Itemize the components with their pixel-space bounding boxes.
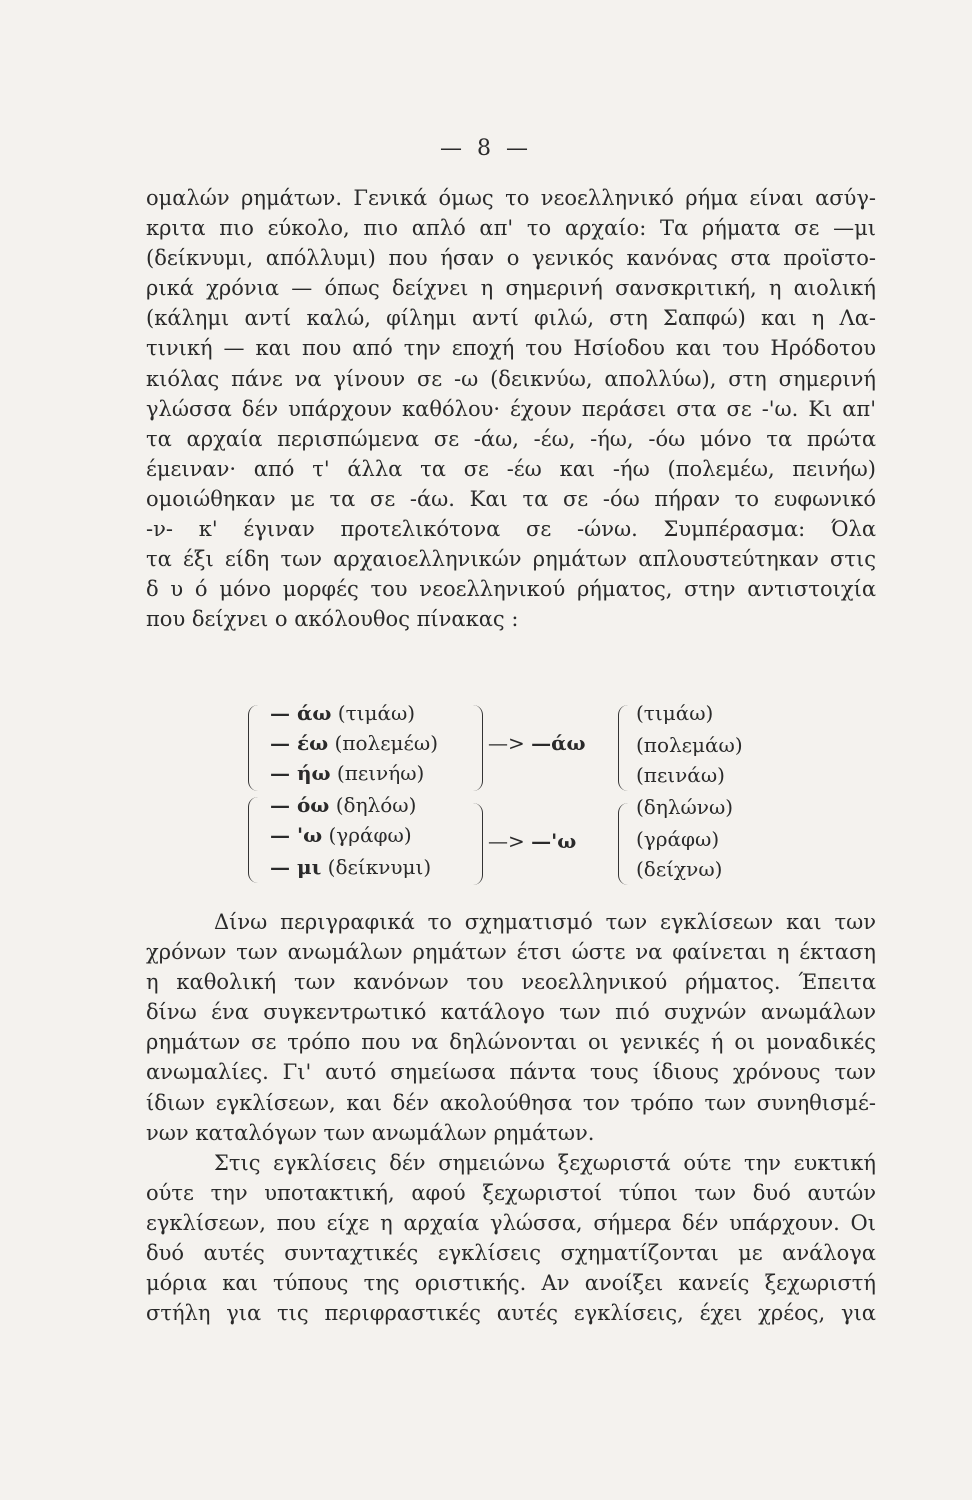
arrow-icon: —> xyxy=(488,731,525,755)
paragraph-2 xyxy=(146,907,876,1328)
right-form: (πεινάω) xyxy=(636,763,725,787)
text-line: ανωμαλίες. Γι' αυτό σημείωσα πάντα τους ίδιους χρόνους των xyxy=(146,1060,876,1085)
page-number: — 8 — xyxy=(440,136,532,161)
text-line: νων καταλόγων των ανωμάλων ρημάτων. xyxy=(146,1120,595,1145)
text-line: γλώσσα δέν υπάρχουν καθόλου· έχουν περάσει στα σε -'ω. Κι απ' xyxy=(146,396,876,421)
right-form: (δηλώνω) xyxy=(636,795,734,819)
right-form: (δείχνω) xyxy=(636,857,723,881)
text-line: που δείχνει ο ακόλουθος πίνακας : xyxy=(146,607,519,632)
text-line: δίνω ένα συγκεντρωτικό κατάλογο των πιό συχνών ανωμάλων xyxy=(146,1000,876,1025)
text-line: εγκλίσεων, που είχε η αρχαία γλώσσα, σήμερα δέν υπάρχουν. Οι xyxy=(146,1210,876,1235)
arrow-group-bottom: —> —'ω xyxy=(488,829,577,853)
text-line: έμειναν· από τ' άλλα τα σε -έω και -ήω (πολεμέω, πεινήω) xyxy=(146,456,876,481)
left-brace-top xyxy=(248,705,259,791)
text-line: Δίνω περιγραφικά το σχηματισμό των εγκλίσεων και των xyxy=(214,910,876,934)
right-brace-bottom xyxy=(618,803,629,885)
table-row: — άω (τιμάω) xyxy=(270,701,416,725)
text-line: -ν- κ' έγιναν προτελικότονα σε -ώνω. Συμπέρασμα: Όλα xyxy=(146,517,876,542)
table-row: — 'ω (γράφω) xyxy=(270,823,412,847)
text-line: κιόλας πάνε να γίνουν σε -ω (δεικνύω, απολλύω), στη σημερινή xyxy=(146,366,876,391)
table-row: — μι (δείκνυμι) xyxy=(270,855,432,879)
verb-conjugation-table xyxy=(240,697,800,893)
right-form: (γράφω) xyxy=(636,827,720,851)
text-line: (δείκνυμι, απόλλυμι) που ήσαν ο γενικός κανόνας στα προϊστο- xyxy=(146,246,876,271)
table-row: — όω (δηλόω) xyxy=(270,793,417,817)
arrow-icon: —> xyxy=(488,829,525,853)
text-line: (κάλημι αντί καλώ, φίλημι αντί φιλώ, στη Σαπφώ) και η Λα- xyxy=(146,306,876,331)
text-line: στήλη για τις περιφραστικές αυτές εγκλίσεις, έχει χρέος, για xyxy=(146,1301,876,1326)
middle-brace-top xyxy=(472,705,483,791)
text-line: η καθολική των κανόνων του νεοελληνικού ρήματος. Έπειτα xyxy=(146,970,876,995)
text-line: μόρια και τύπους της οριστικής. Αν ανοίξει κανείς ξεχωριστή xyxy=(146,1271,876,1296)
text-line: Στις εγκλίσεις δέν σημειώνω ξεχωριστά ούτε την ευκτική xyxy=(214,1150,876,1175)
text-line: κριτα πιο εύκολο, πιο απλό απ' το αρχαίο: Τα ρήματα σε —μι xyxy=(146,216,876,241)
left-brace-bottom xyxy=(248,797,259,883)
text-line: δ υ ό μόνο μορφές του νεοελληνικού ρήματος, στην αντιστοιχία xyxy=(146,577,876,602)
text-line: ίδιων εγκλίσεων, και δέν ακολούθησα τον τρόπο των συνηθισμέ- xyxy=(146,1090,876,1115)
text-line: ρικά χρόνια — όπως δείχνει η σημερινή σανσκριτική, η αιολική xyxy=(146,276,876,301)
text-line: ομαλών ρημάτων. Γενικά όμως το νεοελληνικό ρήμα είναι ασύγ- xyxy=(146,186,876,210)
table-row: — ήω (πεινήω) xyxy=(270,761,425,785)
text-line: ρημάτων σε τρόπο που να δηλώνονται οι γενικές ή οι μοναδικές xyxy=(146,1030,876,1055)
paragraph-1 xyxy=(146,183,876,634)
right-brace-top xyxy=(618,705,629,791)
text-line: χρόνων των ανωμάλων ρημάτων έτσι ώστε να φαίνεται η έκταση xyxy=(146,940,876,965)
text-line: τινική — και που από την εποχή του Ησίοδου και του Ηρόδοτου xyxy=(146,336,876,361)
text-line: δυό αυτές συνταχτικές εγκλίσεις σχηματίζονται με ανάλογα xyxy=(146,1241,876,1266)
table-row: — έω (πολεμέω) xyxy=(270,731,439,755)
middle-brace-bottom xyxy=(472,803,483,885)
text-line: ομοιώθηκαν με τα σε -άω. Και τα σε -όω πήραν το ευφωνικό xyxy=(146,486,876,511)
text-line: ούτε την υποτακτική, αφού ξεχωριστοί τύποι των δυό αυτών xyxy=(146,1180,876,1205)
right-form: (πολεμάω) xyxy=(636,733,743,757)
arrow-group-top: —> —άω xyxy=(488,731,586,755)
text-line: τα έξι είδη των αρχαιοελληνικών ρημάτων απλουστεύτηκαν στις xyxy=(146,547,876,572)
right-form: (τιμάω) xyxy=(636,701,714,725)
text-line: τα αρχαία περισπώμενα σε -άω, -έω, -ήω, -όω μόνο τα πρώτα xyxy=(146,426,876,451)
